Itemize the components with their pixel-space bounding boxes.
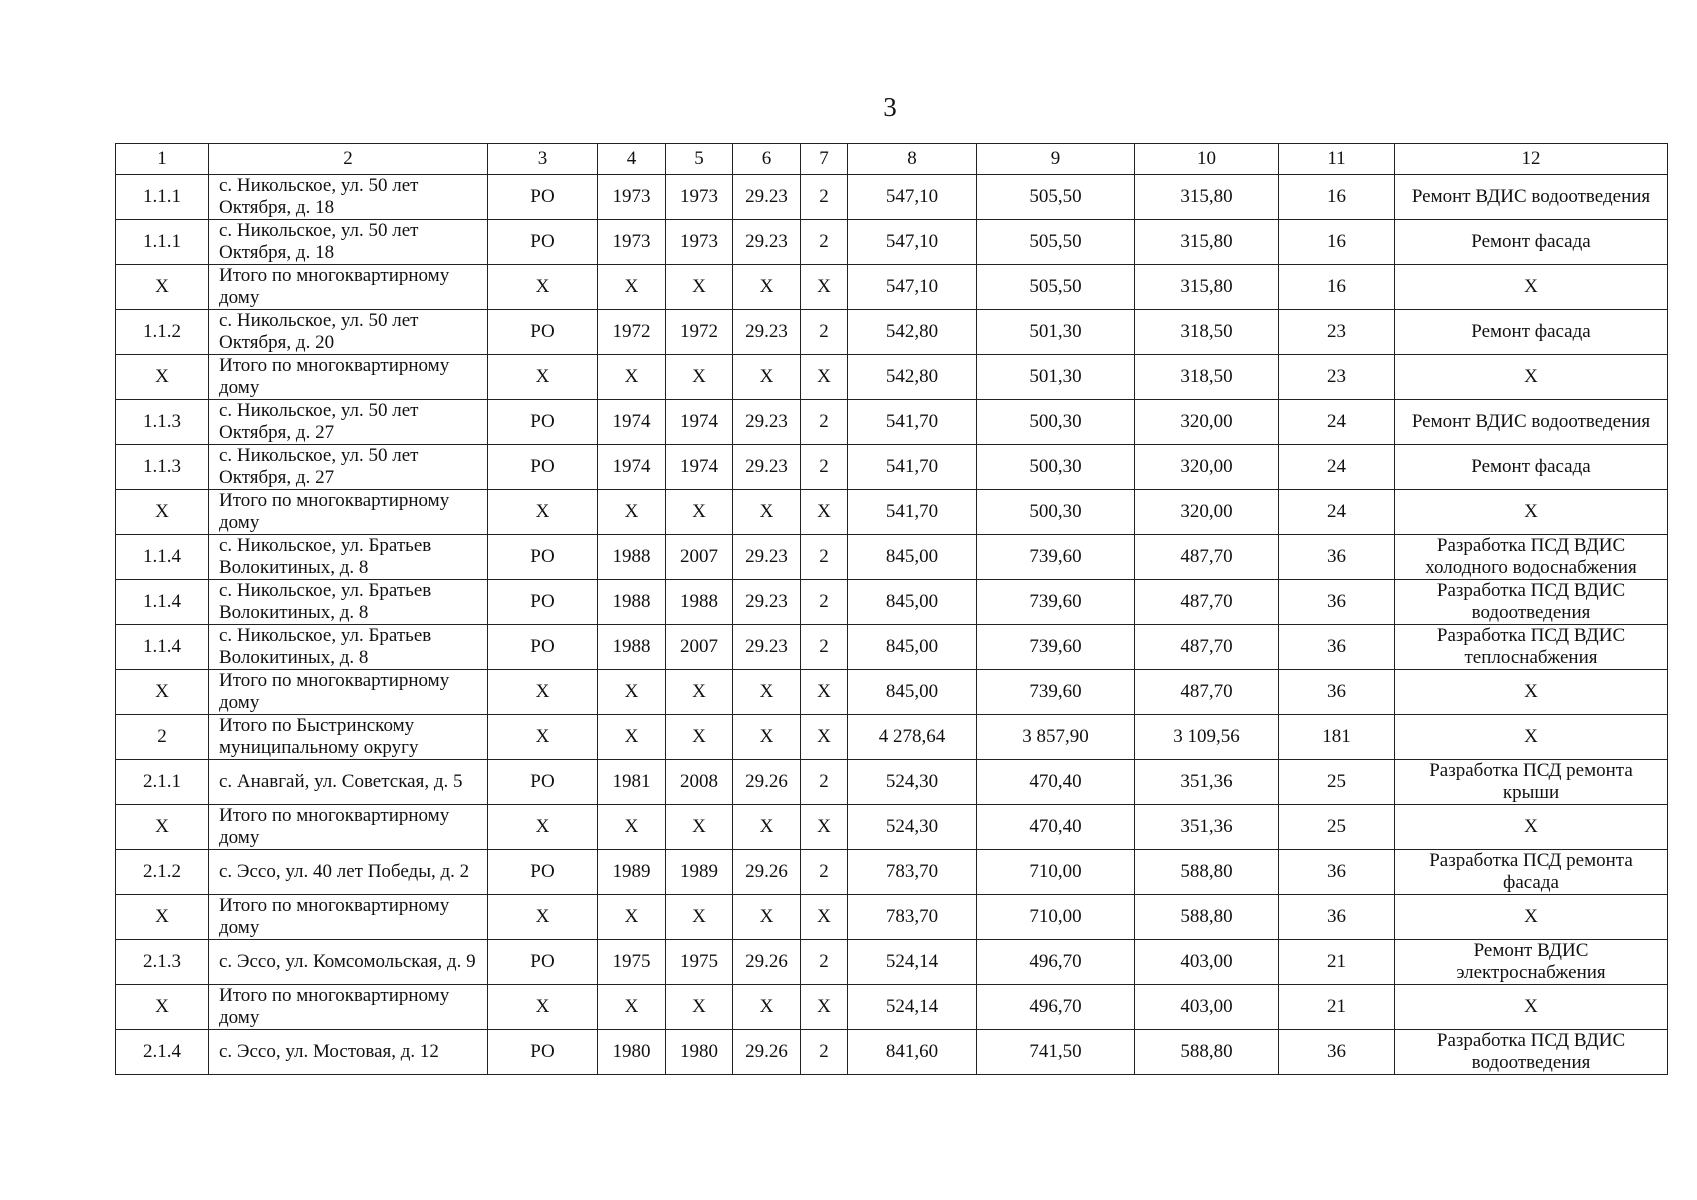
table-cell-col-8: 841,60 xyxy=(848,1030,977,1075)
table-cell-col-2: с. Никольское, ул. Братьев Волокитиных, д. 8 xyxy=(209,580,488,625)
table-cell-col-12: Х xyxy=(1395,985,1668,1030)
table-cell-col-7: 2 xyxy=(801,625,848,670)
table-cell-col-3: Х xyxy=(488,490,598,535)
table-cell-col-7: 2 xyxy=(801,175,848,220)
table-cell-col-1: 1.1.2 xyxy=(116,310,209,355)
table-cell-col-6: 29.23 xyxy=(733,535,801,580)
table-cell-col-8: 541,70 xyxy=(848,445,977,490)
table-cell-col-5: 1974 xyxy=(666,400,733,445)
table-cell-col-10: 315,80 xyxy=(1135,175,1279,220)
table-cell-col-9: 739,60 xyxy=(977,625,1135,670)
table-row xyxy=(116,175,1668,220)
table-cell-col-3: РО xyxy=(488,400,598,445)
table-cell-col-12: Разработка ПСД ВДИС водоотведения xyxy=(1395,580,1668,625)
table-row xyxy=(116,400,1668,445)
table-row xyxy=(116,715,1668,760)
table-cell-col-3: РО xyxy=(488,760,598,805)
table-cell-col-11: 21 xyxy=(1279,985,1395,1030)
table-row xyxy=(116,490,1668,535)
table-cell-col-4: Х xyxy=(598,805,666,850)
table-cell-col-11: 21 xyxy=(1279,940,1395,985)
table-cell-col-1: Х xyxy=(116,805,209,850)
table-cell-col-11: 23 xyxy=(1279,355,1395,400)
table-cell-col-2: с. Эссо, ул. 40 лет Победы, д. 2 xyxy=(209,850,488,895)
table-cell-col-3: РО xyxy=(488,625,598,670)
table-cell-col-4: Х xyxy=(598,490,666,535)
table-cell-col-10: 487,70 xyxy=(1135,625,1279,670)
table-cell-col-1: 1.1.3 xyxy=(116,400,209,445)
table-cell-col-5: 1988 xyxy=(666,580,733,625)
table-cell-col-11: 36 xyxy=(1279,895,1395,940)
table-cell-col-11: 16 xyxy=(1279,175,1395,220)
table-cell-col-4: 1980 xyxy=(598,1030,666,1075)
table-cell-col-5: Х xyxy=(666,490,733,535)
table-row xyxy=(116,850,1668,895)
table-cell-col-9: 505,50 xyxy=(977,220,1135,265)
table-row xyxy=(116,985,1668,1030)
table-cell-col-11: 36 xyxy=(1279,1030,1395,1075)
table-row xyxy=(116,220,1668,265)
table-cell-col-1: 2 xyxy=(116,715,209,760)
table-cell-col-1: Х xyxy=(116,985,209,1030)
table-cell-col-9: 501,30 xyxy=(977,355,1135,400)
table-cell-col-6: Х xyxy=(733,985,801,1030)
table-cell-col-3: Х xyxy=(488,805,598,850)
table-cell-col-12: Разработка ПСД ремонта крыши xyxy=(1395,760,1668,805)
table-cell-col-10: 351,36 xyxy=(1135,805,1279,850)
table-cell-col-11: 16 xyxy=(1279,220,1395,265)
table-cell-col-7: Х xyxy=(801,985,848,1030)
table-cell-col-2: с. Анавгай, ул. Советская, д. 5 xyxy=(209,760,488,805)
table-cell-col-10: 3 109,56 xyxy=(1135,715,1279,760)
table-cell-col-9: 470,40 xyxy=(977,805,1135,850)
table-cell-col-11: 36 xyxy=(1279,580,1395,625)
table-cell-col-8: 783,70 xyxy=(848,895,977,940)
table-cell-col-5: 1980 xyxy=(666,1030,733,1075)
page-number: 3 xyxy=(883,92,897,122)
housing-register-table xyxy=(115,143,1668,1075)
table-row xyxy=(116,355,1668,400)
table-cell-col-8: 845,00 xyxy=(848,580,977,625)
table-cell-col-6: 29.23 xyxy=(733,175,801,220)
table-cell-col-10: 487,70 xyxy=(1135,580,1279,625)
table-cell-col-10: 320,00 xyxy=(1135,400,1279,445)
table-cell-col-5: Х xyxy=(666,805,733,850)
table-cell-col-5: 2007 xyxy=(666,625,733,670)
table-cell-col-2: Итого по Быстринскому муниципальному округу xyxy=(209,715,488,760)
column-header-1: 1 xyxy=(116,144,209,175)
table-cell-col-4: 1988 xyxy=(598,625,666,670)
table-cell-col-12: Ремонт ВДИС водоотведения xyxy=(1395,175,1668,220)
table-row xyxy=(116,265,1668,310)
table-cell-col-12: Х xyxy=(1395,490,1668,535)
table-cell-col-8: 845,00 xyxy=(848,535,977,580)
table-cell-col-3: Х xyxy=(488,715,598,760)
table-cell-col-8: 541,70 xyxy=(848,400,977,445)
column-header-9: 9 xyxy=(977,144,1135,175)
table-cell-col-8: 541,70 xyxy=(848,490,977,535)
table-cell-col-7: 2 xyxy=(801,220,848,265)
table-cell-col-12: Разработка ПСД ВДИС водоотведения xyxy=(1395,1030,1668,1075)
table-cell-col-4: Х xyxy=(598,355,666,400)
table-cell-col-8: 524,14 xyxy=(848,985,977,1030)
table-cell-col-12: Х xyxy=(1395,355,1668,400)
table-body xyxy=(116,175,1668,1075)
table-row xyxy=(116,805,1668,850)
table-row xyxy=(116,760,1668,805)
table-cell-col-1: 1.1.4 xyxy=(116,580,209,625)
table-cell-col-12: Разработка ПСД ВДИС холодного водоснабжения xyxy=(1395,535,1668,580)
table-cell-col-1: 1.1.1 xyxy=(116,175,209,220)
table-cell-col-6: Х xyxy=(733,265,801,310)
table-cell-col-3: РО xyxy=(488,445,598,490)
table-cell-col-8: 547,10 xyxy=(848,220,977,265)
table-cell-col-6: 29.23 xyxy=(733,625,801,670)
table-cell-col-12: Разработка ПСД ВДИС теплоснабжения xyxy=(1395,625,1668,670)
table-cell-col-10: 320,00 xyxy=(1135,445,1279,490)
table-cell-col-1: Х xyxy=(116,265,209,310)
table-cell-col-6: Х xyxy=(733,670,801,715)
table-cell-col-6: Х xyxy=(733,490,801,535)
table-cell-col-12: Х xyxy=(1395,265,1668,310)
table-cell-col-11: 36 xyxy=(1279,625,1395,670)
table-cell-col-7: 2 xyxy=(801,535,848,580)
table-cell-col-6: 29.26 xyxy=(733,1030,801,1075)
table-row xyxy=(116,310,1668,355)
table-cell-col-7: 2 xyxy=(801,760,848,805)
table-cell-col-11: 16 xyxy=(1279,265,1395,310)
table-cell-col-1: Х xyxy=(116,490,209,535)
table-cell-col-9: 741,50 xyxy=(977,1030,1135,1075)
column-header-11: 11 xyxy=(1279,144,1395,175)
column-header-8: 8 xyxy=(848,144,977,175)
table-cell-col-8: 542,80 xyxy=(848,310,977,355)
table-cell-col-9: 496,70 xyxy=(977,985,1135,1030)
table-cell-col-4: 1981 xyxy=(598,760,666,805)
table-cell-col-4: 1973 xyxy=(598,220,666,265)
table-cell-col-6: 29.26 xyxy=(733,850,801,895)
table-cell-col-3: Х xyxy=(488,985,598,1030)
table-row xyxy=(116,1030,1668,1075)
table-cell-col-2: Итого по многоквартирному дому xyxy=(209,670,488,715)
table-cell-col-12: Х xyxy=(1395,895,1668,940)
table-cell-col-6: 29.26 xyxy=(733,940,801,985)
table-cell-col-10: 315,80 xyxy=(1135,220,1279,265)
table-cell-col-7: Х xyxy=(801,715,848,760)
table-cell-col-8: 524,30 xyxy=(848,760,977,805)
table-cell-col-7: 2 xyxy=(801,400,848,445)
table-cell-col-9: 500,30 xyxy=(977,445,1135,490)
table-cell-col-2: Итого по многоквартирному дому xyxy=(209,355,488,400)
table-row xyxy=(116,940,1668,985)
table-cell-col-9: 739,60 xyxy=(977,535,1135,580)
column-header-12: 12 xyxy=(1395,144,1668,175)
table-cell-col-2: Итого по многоквартирному дому xyxy=(209,490,488,535)
table-cell-col-7: 2 xyxy=(801,850,848,895)
table-cell-col-11: 25 xyxy=(1279,805,1395,850)
table-cell-col-5: Х xyxy=(666,715,733,760)
table-cell-col-4: 1988 xyxy=(598,580,666,625)
table-cell-col-12: Х xyxy=(1395,715,1668,760)
table-cell-col-10: 487,70 xyxy=(1135,535,1279,580)
table-cell-col-11: 23 xyxy=(1279,310,1395,355)
table-cell-col-7: 2 xyxy=(801,310,848,355)
table-cell-col-2: Итого по многоквартирному дому xyxy=(209,265,488,310)
table-row xyxy=(116,670,1668,715)
table-cell-col-1: 2.1.4 xyxy=(116,1030,209,1075)
table-cell-col-6: 29.23 xyxy=(733,400,801,445)
table-cell-col-7: 2 xyxy=(801,940,848,985)
table-cell-col-3: РО xyxy=(488,580,598,625)
table-cell-col-3: РО xyxy=(488,535,598,580)
table-cell-col-10: 588,80 xyxy=(1135,1030,1279,1075)
table-cell-col-1: 1.1.1 xyxy=(116,220,209,265)
table-cell-col-4: 1974 xyxy=(598,445,666,490)
table-cell-col-1: Х xyxy=(116,355,209,400)
table-cell-col-8: 4 278,64 xyxy=(848,715,977,760)
table-cell-col-2: с. Никольское, ул. 50 лет Октября, д. 18 xyxy=(209,220,488,265)
table-cell-col-2: Итого по многоквартирному дому xyxy=(209,895,488,940)
table-cell-col-1: 2.1.1 xyxy=(116,760,209,805)
table-cell-col-4: 1989 xyxy=(598,850,666,895)
table-cell-col-5: Х xyxy=(666,895,733,940)
table-cell-col-7: 2 xyxy=(801,580,848,625)
table-cell-col-8: 547,10 xyxy=(848,265,977,310)
table-cell-col-11: 36 xyxy=(1279,535,1395,580)
table-cell-col-4: 1974 xyxy=(598,400,666,445)
table-cell-col-9: 505,50 xyxy=(977,175,1135,220)
table-cell-col-5: Х xyxy=(666,265,733,310)
table-cell-col-8: 524,14 xyxy=(848,940,977,985)
table-cell-col-8: 845,00 xyxy=(848,670,977,715)
table-cell-col-5: 1975 xyxy=(666,940,733,985)
table-cell-col-10: 318,50 xyxy=(1135,310,1279,355)
column-header-6: 6 xyxy=(733,144,801,175)
table-cell-col-9: 710,00 xyxy=(977,895,1135,940)
table-cell-col-6: Х xyxy=(733,805,801,850)
table-cell-col-10: 403,00 xyxy=(1135,940,1279,985)
table-cell-col-7: 2 xyxy=(801,1030,848,1075)
table-cell-col-11: 25 xyxy=(1279,760,1395,805)
table-cell-col-4: Х xyxy=(598,715,666,760)
table-cell-col-8: 783,70 xyxy=(848,850,977,895)
table-cell-col-7: Х xyxy=(801,265,848,310)
table-row xyxy=(116,535,1668,580)
table-cell-col-12: Х xyxy=(1395,670,1668,715)
table-cell-col-2: Итого по многоквартирному дому xyxy=(209,805,488,850)
table-cell-col-4: 1973 xyxy=(598,175,666,220)
table-row xyxy=(116,445,1668,490)
table-cell-col-4: Х xyxy=(598,985,666,1030)
table-cell-col-1: 1.1.4 xyxy=(116,625,209,670)
table-cell-col-3: Х xyxy=(488,895,598,940)
table-cell-col-12: Разработка ПСД ремонта фасада xyxy=(1395,850,1668,895)
table-row xyxy=(116,625,1668,670)
table-cell-col-3: Х xyxy=(488,355,598,400)
table-cell-col-4: Х xyxy=(598,670,666,715)
table-cell-col-5: Х xyxy=(666,985,733,1030)
table-cell-col-3: РО xyxy=(488,220,598,265)
table-cell-col-10: 315,80 xyxy=(1135,265,1279,310)
table-cell-col-7: Х xyxy=(801,355,848,400)
table-cell-col-8: 524,30 xyxy=(848,805,977,850)
table-cell-col-9: 500,30 xyxy=(977,490,1135,535)
table-cell-col-2: с. Никольское, ул. 50 лет Октября, д. 18 xyxy=(209,175,488,220)
table-cell-col-5: 2007 xyxy=(666,535,733,580)
table-cell-col-7: Х xyxy=(801,670,848,715)
table-cell-col-9: 505,50 xyxy=(977,265,1135,310)
table-cell-col-2: с. Эссо, ул. Мостовая, д. 12 xyxy=(209,1030,488,1075)
table-cell-col-6: Х xyxy=(733,355,801,400)
table-cell-col-4: 1988 xyxy=(598,535,666,580)
table-cell-col-10: 320,00 xyxy=(1135,490,1279,535)
table-cell-col-11: 24 xyxy=(1279,490,1395,535)
table-cell-col-7: Х xyxy=(801,895,848,940)
table-row xyxy=(116,580,1668,625)
table-cell-col-2: с. Никольское, ул. Братьев Волокитиных, д. 8 xyxy=(209,625,488,670)
table-cell-col-2: с. Никольское, ул. Братьев Волокитиных, д. 8 xyxy=(209,535,488,580)
table-cell-col-2: Итого по многоквартирному дому xyxy=(209,985,488,1030)
table-cell-col-10: 588,80 xyxy=(1135,895,1279,940)
table-cell-col-11: 181 xyxy=(1279,715,1395,760)
table-cell-col-5: 1973 xyxy=(666,220,733,265)
column-header-4: 4 xyxy=(598,144,666,175)
table-cell-col-1: 2.1.2 xyxy=(116,850,209,895)
table-cell-col-5: 1973 xyxy=(666,175,733,220)
table-cell-col-10: 318,50 xyxy=(1135,355,1279,400)
table-cell-col-3: Х xyxy=(488,265,598,310)
table-cell-col-10: 588,80 xyxy=(1135,850,1279,895)
table-cell-col-5: Х xyxy=(666,355,733,400)
table-cell-col-1: 1.1.3 xyxy=(116,445,209,490)
table-cell-col-1: Х xyxy=(116,895,209,940)
table-cell-col-3: РО xyxy=(488,310,598,355)
table-cell-col-9: 501,30 xyxy=(977,310,1135,355)
table-cell-col-12: Ремонт фасада xyxy=(1395,220,1668,265)
table-cell-col-4: Х xyxy=(598,895,666,940)
table-row xyxy=(116,895,1668,940)
table-cell-col-8: 547,10 xyxy=(848,175,977,220)
table-cell-col-10: 487,70 xyxy=(1135,670,1279,715)
table-cell-col-8: 542,80 xyxy=(848,355,977,400)
table-cell-col-2: с. Никольское, ул. 50 лет Октября, д. 20 xyxy=(209,310,488,355)
table-cell-col-3: РО xyxy=(488,1030,598,1075)
column-header-2: 2 xyxy=(209,144,488,175)
table-cell-col-8: 845,00 xyxy=(848,625,977,670)
table-cell-col-11: 24 xyxy=(1279,445,1395,490)
table-cell-col-6: 29.23 xyxy=(733,580,801,625)
table-cell-col-4: 1975 xyxy=(598,940,666,985)
table-cell-col-9: 496,70 xyxy=(977,940,1135,985)
column-header-10: 10 xyxy=(1135,144,1279,175)
table-cell-col-5: 1972 xyxy=(666,310,733,355)
table-cell-col-10: 403,00 xyxy=(1135,985,1279,1030)
table-header xyxy=(116,144,1668,175)
header-row xyxy=(116,144,1668,175)
column-header-7: 7 xyxy=(801,144,848,175)
table-cell-col-1: 2.1.3 xyxy=(116,940,209,985)
table-cell-col-4: Х xyxy=(598,265,666,310)
table-cell-col-9: 470,40 xyxy=(977,760,1135,805)
table-cell-col-11: 36 xyxy=(1279,850,1395,895)
table-cell-col-12: Ремонт ВДИС водоотведения xyxy=(1395,400,1668,445)
table-cell-col-12: Ремонт ВДИС электроснабжения xyxy=(1395,940,1668,985)
table-cell-col-3: РО xyxy=(488,175,598,220)
table-cell-col-9: 3 857,90 xyxy=(977,715,1135,760)
table-cell-col-10: 351,36 xyxy=(1135,760,1279,805)
table-cell-col-2: с. Никольское, ул. 50 лет Октября, д. 27 xyxy=(209,445,488,490)
table-cell-col-9: 710,00 xyxy=(977,850,1135,895)
table-cell-col-5: 1974 xyxy=(666,445,733,490)
table-cell-col-4: 1972 xyxy=(598,310,666,355)
table-cell-col-9: 739,60 xyxy=(977,670,1135,715)
table-cell-col-6: 29.26 xyxy=(733,760,801,805)
table-cell-col-11: 36 xyxy=(1279,670,1395,715)
table-cell-col-6: Х xyxy=(733,715,801,760)
table-cell-col-7: 2 xyxy=(801,445,848,490)
table-cell-col-5: Х xyxy=(666,670,733,715)
table-cell-col-7: Х xyxy=(801,490,848,535)
table-cell-col-3: РО xyxy=(488,850,598,895)
table-cell-col-3: РО xyxy=(488,940,598,985)
table-cell-col-3: Х xyxy=(488,670,598,715)
table-cell-col-11: 24 xyxy=(1279,400,1395,445)
table-cell-col-9: 739,60 xyxy=(977,580,1135,625)
table-cell-col-1: Х xyxy=(116,670,209,715)
column-header-5: 5 xyxy=(666,144,733,175)
table-cell-col-12: Х xyxy=(1395,805,1668,850)
table-cell-col-1: 1.1.4 xyxy=(116,535,209,580)
table-cell-col-6: 29.23 xyxy=(733,310,801,355)
column-header-3: 3 xyxy=(488,144,598,175)
table-cell-col-12: Ремонт фасада xyxy=(1395,310,1668,355)
table-cell-col-2: с. Эссо, ул. Комсомольская, д. 9 xyxy=(209,940,488,985)
table-cell-col-6: 29.23 xyxy=(733,220,801,265)
table-cell-col-12: Ремонт фасада xyxy=(1395,445,1668,490)
table-cell-col-6: 29.23 xyxy=(733,445,801,490)
table-cell-col-6: Х xyxy=(733,895,801,940)
table-cell-col-5: 1989 xyxy=(666,850,733,895)
table-cell-col-7: Х xyxy=(801,805,848,850)
table-cell-col-9: 500,30 xyxy=(977,400,1135,445)
table-cell-col-5: 2008 xyxy=(666,760,733,805)
table-cell-col-2: с. Никольское, ул. 50 лет Октября, д. 27 xyxy=(209,400,488,445)
